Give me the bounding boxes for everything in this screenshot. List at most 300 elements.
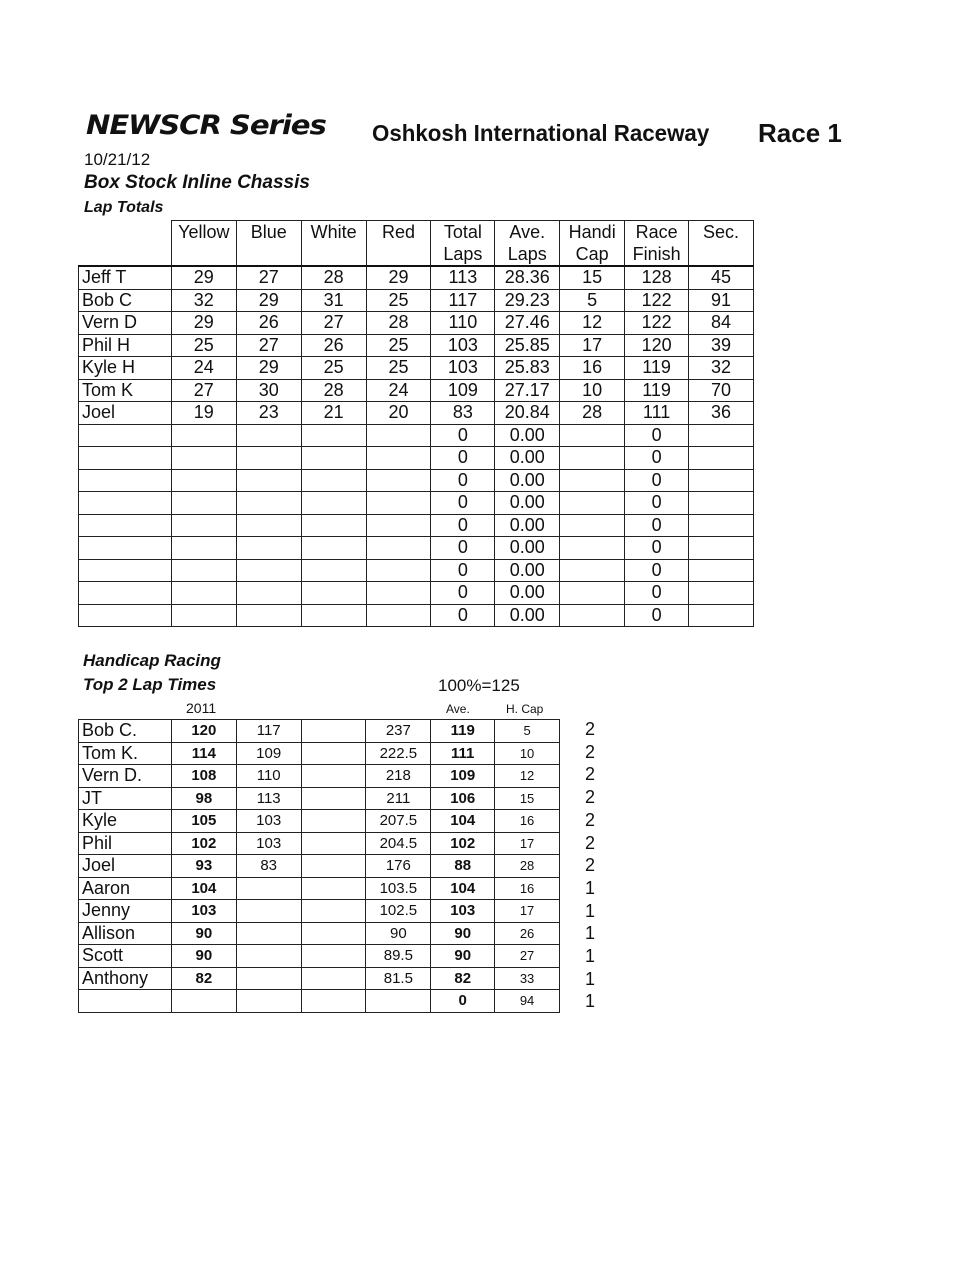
column-header-line2: Cap: [575, 244, 609, 264]
table-cell: 28: [560, 402, 625, 425]
table-cell: 90: [431, 945, 495, 968]
table-cell: 26: [495, 922, 560, 945]
driver-name: [79, 582, 172, 605]
table-cell: 222.5: [366, 742, 431, 765]
table-cell: [301, 922, 366, 945]
table-cell: [301, 447, 366, 470]
table-cell: 106: [431, 787, 495, 810]
table-row: [79, 469, 754, 492]
table-cell: [301, 945, 366, 968]
table-cell: 176: [366, 855, 431, 878]
table-cell: 20: [366, 402, 431, 425]
table-cell: 102: [171, 832, 236, 855]
table-cell: 0: [431, 469, 495, 492]
table-cell: 28.36: [495, 266, 560, 289]
table-cell: [560, 514, 625, 537]
table-cell: [689, 604, 754, 627]
table-cell: 0: [431, 537, 495, 560]
table-cell: [689, 424, 754, 447]
column-header-line1: Blue: [250, 222, 287, 242]
table-cell: [366, 492, 431, 515]
handicap-subtitle: Top 2 Lap Times: [83, 675, 217, 694]
table-cell: [560, 559, 625, 582]
table-cell: [301, 582, 366, 605]
table-cell: [236, 967, 301, 990]
table-row: [79, 787, 560, 810]
table-cell: 10: [495, 742, 560, 765]
table-cell: 0.00: [495, 492, 560, 515]
driver-name: Allison: [79, 922, 172, 945]
table-cell: 15: [560, 266, 625, 289]
table-cell: 98: [171, 787, 236, 810]
table-cell: 103: [236, 810, 301, 833]
table-cell: [301, 492, 366, 515]
column-header: [301, 221, 366, 267]
table-cell: 128: [625, 266, 689, 289]
table-cell: 89.5: [366, 945, 431, 968]
race-count: 1: [585, 877, 596, 898]
table-cell: 28: [301, 379, 366, 402]
table-cell: [560, 492, 625, 515]
table-cell: [236, 877, 301, 900]
table-row: [79, 720, 560, 743]
driver-name: Bob C: [79, 289, 172, 312]
table-row: [79, 537, 754, 560]
table-cell: [560, 537, 625, 560]
column-header-line1: Total: [443, 222, 482, 242]
table-cell: [366, 604, 431, 627]
table-cell: [301, 900, 366, 923]
table-cell: 25: [366, 334, 431, 357]
table-cell: [171, 537, 236, 560]
column-header: [366, 221, 431, 267]
column-header-line2: Finish: [632, 244, 681, 264]
table-cell: 113: [431, 266, 495, 289]
table-cell: 0.00: [495, 582, 560, 605]
table-cell: [236, 514, 301, 537]
table-cell: 105: [171, 810, 236, 833]
table-cell: 91: [689, 289, 754, 312]
table-cell: 45: [689, 266, 754, 289]
table-row: [79, 900, 560, 923]
table-cell: 0: [431, 604, 495, 627]
table-cell: [560, 424, 625, 447]
track-name: Oshkosh International Raceway: [372, 120, 710, 146]
table-cell: [301, 469, 366, 492]
table-cell: 32: [171, 289, 236, 312]
table-cell: 0: [431, 559, 495, 582]
table-cell: 25: [366, 289, 431, 312]
handicap-table: [78, 719, 560, 1013]
table-cell: [301, 832, 366, 855]
table-cell: [301, 810, 366, 833]
table-cell: 88: [431, 855, 495, 878]
table-cell: [301, 990, 366, 1013]
table-cell: [366, 424, 431, 447]
table-row: [79, 765, 560, 788]
table-cell: 29: [236, 289, 301, 312]
table-cell: 0.00: [495, 514, 560, 537]
column-header-line2: Laps: [443, 244, 483, 264]
table-cell: 16: [560, 357, 625, 380]
table-cell: [301, 604, 366, 627]
table-cell: 17: [560, 334, 625, 357]
table-cell: 0: [625, 582, 689, 605]
table-row: [79, 266, 754, 289]
table-cell: 0: [625, 469, 689, 492]
table-cell: [689, 582, 754, 605]
column-header: [560, 221, 625, 267]
column-header: [171, 221, 236, 267]
driver-name: [79, 469, 172, 492]
table-cell: 0: [625, 559, 689, 582]
column-header-line1: Ave.: [509, 222, 546, 242]
table-cell: 102: [431, 832, 495, 855]
table-cell: [171, 990, 236, 1013]
table-cell: 0: [431, 447, 495, 470]
table-cell: 0: [625, 514, 689, 537]
table-row: [79, 742, 560, 765]
table-row: [79, 289, 754, 312]
driver-name: [79, 424, 172, 447]
table-cell: 113: [236, 787, 301, 810]
class-title: Box Stock Inline Chassis: [84, 172, 310, 193]
table-cell: 0.00: [495, 537, 560, 560]
table-cell: 33: [495, 967, 560, 990]
table-cell: [366, 582, 431, 605]
race-count: 1: [585, 968, 596, 989]
race-count: 2: [585, 719, 596, 739]
table-cell: 17: [495, 900, 560, 923]
table-row: [79, 514, 754, 537]
table-row: [79, 559, 754, 582]
table-cell: [236, 537, 301, 560]
table-cell: [236, 424, 301, 447]
table-cell: [366, 559, 431, 582]
table-cell: 81.5: [366, 967, 431, 990]
table-cell: 24: [366, 379, 431, 402]
table-cell: 16: [495, 810, 560, 833]
race-count: 2: [585, 741, 596, 762]
table-cell: 117: [431, 289, 495, 312]
race-number: Race 1: [758, 118, 842, 148]
table-cell: 16: [495, 877, 560, 900]
lap-totals-table: [78, 220, 754, 627]
driver-name: [79, 447, 172, 470]
table-row: [79, 832, 560, 855]
table-cell: [689, 559, 754, 582]
table-row: [79, 492, 754, 515]
table-cell: 111: [625, 402, 689, 425]
driver-name: Kyle H: [79, 357, 172, 380]
table-cell: 27: [236, 266, 301, 289]
table-cell: [560, 582, 625, 605]
driver-name: Kyle: [79, 810, 172, 833]
header-blank-cell: [79, 221, 172, 267]
table-row: [79, 990, 560, 1013]
table-cell: [171, 604, 236, 627]
table-cell: [236, 945, 301, 968]
table-cell: 29: [236, 357, 301, 380]
table-cell: 23: [236, 402, 301, 425]
column-header-line1: Yellow: [178, 222, 230, 242]
race-count: 2: [585, 764, 596, 785]
lap-header-row: [79, 221, 754, 267]
table-cell: [301, 967, 366, 990]
table-cell: 27.46: [495, 312, 560, 335]
column-header-line1: Handi: [568, 222, 616, 242]
table-cell: 90: [431, 922, 495, 945]
column-header-line2: Laps: [507, 244, 547, 264]
race-count: 2: [585, 809, 596, 830]
driver-name: Tom K: [79, 379, 172, 402]
table-cell: [366, 447, 431, 470]
driver-name: Tom K.: [79, 742, 172, 765]
column-header: [625, 221, 689, 267]
handicap-title: Handicap Racing: [83, 651, 221, 670]
column-header-line1: White: [310, 222, 357, 242]
table-cell: 119: [625, 379, 689, 402]
table-cell: 117: [236, 720, 301, 743]
table-cell: 218: [366, 765, 431, 788]
series-logo: NEWSCR Series: [86, 110, 326, 141]
table-cell: [689, 514, 754, 537]
column-header: [236, 221, 301, 267]
table-cell: 82: [431, 967, 495, 990]
table-cell: 29: [171, 266, 236, 289]
race-count: 1: [585, 991, 596, 1012]
table-cell: 27: [236, 334, 301, 357]
table-cell: [171, 582, 236, 605]
table-cell: 103.5: [366, 877, 431, 900]
driver-name: Bob C.: [79, 720, 172, 743]
table-cell: 83: [431, 402, 495, 425]
driver-name: [79, 537, 172, 560]
race-count: 1: [585, 946, 596, 966]
table-cell: 109: [431, 379, 495, 402]
table-cell: 211: [366, 787, 431, 810]
table-cell: 0: [431, 492, 495, 515]
table-cell: 21: [301, 402, 366, 425]
table-cell: 82: [171, 967, 236, 990]
table-cell: 25.85: [495, 334, 560, 357]
table-cell: [301, 765, 366, 788]
table-cell: 0.00: [495, 424, 560, 447]
column-header-line1: Red: [381, 222, 415, 242]
table-cell: [560, 469, 625, 492]
table-cell: 237: [366, 720, 431, 743]
table-cell: 25: [301, 357, 366, 380]
table-cell: 26: [236, 312, 301, 335]
table-cell: [171, 514, 236, 537]
driver-name: [79, 604, 172, 627]
table-cell: [236, 447, 301, 470]
table-cell: [301, 877, 366, 900]
table-row: [79, 967, 560, 990]
table-cell: 109: [236, 742, 301, 765]
table-cell: 110: [236, 765, 301, 788]
table-cell: 119: [625, 357, 689, 380]
table-cell: [171, 469, 236, 492]
table-row: [79, 402, 754, 425]
driver-name: Jenny: [79, 900, 172, 923]
table-row: [79, 357, 754, 380]
table-cell: 36: [689, 402, 754, 425]
table-cell: 5: [495, 720, 560, 743]
table-cell: [301, 514, 366, 537]
race-count: 2: [585, 787, 596, 808]
table-cell: 114: [171, 742, 236, 765]
table-cell: 83: [236, 855, 301, 878]
table-cell: 24: [171, 357, 236, 380]
table-cell: [171, 559, 236, 582]
driver-name: Phil H: [79, 334, 172, 357]
table-cell: [236, 922, 301, 945]
column-header: [431, 221, 495, 267]
table-row: [79, 604, 754, 627]
driver-name: [79, 514, 172, 537]
table-cell: 103: [171, 900, 236, 923]
table-cell: 94: [495, 990, 560, 1013]
table-cell: 120: [625, 334, 689, 357]
table-cell: 109: [431, 765, 495, 788]
table-cell: 90: [171, 945, 236, 968]
table-cell: 0: [431, 424, 495, 447]
table-cell: 12: [495, 765, 560, 788]
handicap-label: H. Cap: [506, 702, 544, 716]
table-cell: 111: [431, 742, 495, 765]
table-cell: 0: [625, 447, 689, 470]
table-cell: 27: [171, 379, 236, 402]
race-count: 1: [585, 900, 596, 921]
table-cell: [236, 469, 301, 492]
table-cell: 31: [301, 289, 366, 312]
table-cell: [366, 990, 431, 1013]
table-cell: 10: [560, 379, 625, 402]
table-cell: 29: [366, 266, 431, 289]
table-cell: [236, 990, 301, 1013]
table-row: [79, 810, 560, 833]
table-cell: 122: [625, 312, 689, 335]
table-cell: 32: [689, 357, 754, 380]
table-cell: [236, 492, 301, 515]
table-cell: 103: [431, 334, 495, 357]
column-header-line1: Race: [635, 222, 678, 242]
table-row: [79, 424, 754, 447]
table-cell: 120: [171, 720, 236, 743]
table-row: [79, 334, 754, 357]
table-cell: 93: [171, 855, 236, 878]
table-cell: 0: [625, 537, 689, 560]
race-count: 1: [585, 923, 596, 944]
table-cell: 90: [366, 922, 431, 945]
table-cell: [301, 787, 366, 810]
table-cell: 102.5: [366, 900, 431, 923]
driver-name: [79, 492, 172, 515]
table-cell: 0: [625, 424, 689, 447]
table-cell: 25: [366, 357, 431, 380]
driver-name: Jeff T: [79, 266, 172, 289]
table-cell: 0.00: [495, 604, 560, 627]
table-cell: 26: [301, 334, 366, 357]
table-cell: 28: [301, 266, 366, 289]
driver-name: Aaron: [79, 877, 172, 900]
table-cell: 103: [236, 832, 301, 855]
table-cell: [236, 582, 301, 605]
table-cell: 17: [495, 832, 560, 855]
driver-name: Vern D.: [79, 765, 172, 788]
table-cell: 0.00: [495, 447, 560, 470]
table-cell: 122: [625, 289, 689, 312]
table-cell: [171, 492, 236, 515]
table-cell: [171, 447, 236, 470]
table-cell: 0: [431, 514, 495, 537]
table-cell: 104: [431, 810, 495, 833]
table-cell: [236, 900, 301, 923]
table-cell: 28: [495, 855, 560, 878]
table-cell: 0: [431, 990, 495, 1013]
table-cell: 12: [560, 312, 625, 335]
table-cell: 84: [689, 312, 754, 335]
table-cell: 0: [431, 582, 495, 605]
table-row: [79, 379, 754, 402]
table-cell: 119: [431, 720, 495, 743]
table-cell: 29: [171, 312, 236, 335]
table-cell: 0.00: [495, 469, 560, 492]
table-cell: 30: [236, 379, 301, 402]
table-row: [79, 582, 754, 605]
table-cell: 19: [171, 402, 236, 425]
column-header: [689, 221, 754, 267]
table-cell: [301, 559, 366, 582]
table-cell: [560, 447, 625, 470]
driver-name: Vern D: [79, 312, 172, 335]
driver-name: Anthony: [79, 967, 172, 990]
table-row: [79, 922, 560, 945]
table-cell: 15: [495, 787, 560, 810]
table-row: [79, 855, 560, 878]
table-cell: [366, 514, 431, 537]
race-count: 2: [585, 832, 596, 853]
column-header: [495, 221, 560, 267]
table-cell: 90: [171, 922, 236, 945]
table-cell: 108: [171, 765, 236, 788]
table-cell: 207.5: [366, 810, 431, 833]
column-header-line1: Sec.: [703, 222, 740, 242]
table-cell: 0: [625, 604, 689, 627]
percent-note: 100%=125: [438, 676, 520, 695]
table-cell: 70: [689, 379, 754, 402]
driver-name: Phil: [79, 832, 172, 855]
table-cell: 27: [495, 945, 560, 968]
year-label: 2011: [186, 700, 217, 716]
table-cell: [301, 855, 366, 878]
driver-name: Joel: [79, 402, 172, 425]
table-cell: 0: [625, 492, 689, 515]
table-cell: [689, 447, 754, 470]
driver-name: [79, 559, 172, 582]
table-cell: 103: [431, 357, 495, 380]
driver-name: Scott: [79, 945, 172, 968]
table-cell: 204.5: [366, 832, 431, 855]
section-title: Lap Totals: [84, 199, 164, 216]
table-cell: 103: [431, 900, 495, 923]
table-cell: [236, 559, 301, 582]
table-cell: 27: [301, 312, 366, 335]
race-date: 10/21/12: [84, 150, 151, 169]
table-cell: 104: [171, 877, 236, 900]
table-cell: 25: [171, 334, 236, 357]
